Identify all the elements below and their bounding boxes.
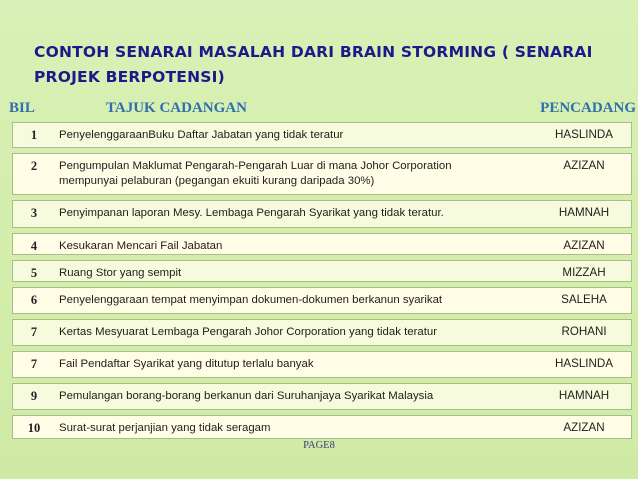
row-proposer: HASLINDA (555, 128, 613, 141)
row-proposer: MIZZAH (562, 266, 606, 279)
table-row (12, 383, 632, 410)
row-proposer: HAMNAH (558, 206, 610, 219)
table-row (12, 153, 632, 195)
row-description: Kesukaran Mencari Fail Jabatan (59, 240, 223, 252)
project-table (12, 122, 632, 444)
table-row (12, 351, 632, 378)
row-proposer: SALEHA (561, 293, 607, 306)
column-header-pencadang: PENCADANG (540, 100, 636, 116)
row-number: 4 (30, 239, 38, 253)
row-description: Pengumpulan Maklumat Pengarah-Pengarah Luar di mana Johor Corporation mempunyai pelaburan (pegangan ekuiti kurang daripada 30%) (59, 160, 452, 187)
slide-title: CONTOH SENARAI MASALAH DARI BRAIN STORMING ( SENARAI PROJEK BERPOTENSI) (34, 43, 593, 86)
table-row (12, 200, 632, 228)
table-row (12, 415, 632, 439)
row-proposer: AZIZAN (563, 159, 605, 172)
table-row (12, 122, 632, 148)
row-number: 10 (27, 421, 41, 435)
row-number: 7 (30, 357, 38, 371)
row-number: 7 (30, 325, 38, 339)
row-proposer: HASLINDA (555, 357, 613, 370)
column-header-bil: BIL (9, 100, 35, 116)
row-description: Pemulangan borang-borang berkanun dari Suruhanjaya Syarikat Malaysia (59, 390, 434, 402)
table-row (12, 287, 632, 314)
row-description: Penyelenggaraan tempat menyimpan dokumen-dokumen berkanun syarikat (59, 294, 443, 306)
row-description: Surat-surat perjanjian yang tidak seragam (59, 422, 271, 434)
row-number: 9 (30, 389, 38, 403)
row-proposer: AZIZAN (563, 239, 605, 252)
row-number: 5 (30, 266, 38, 280)
row-proposer: HAMNAH (558, 389, 610, 402)
row-description: Penyimpanan laporan Mesy. Lembaga Pengarah Syarikat yang tidak teratur. (59, 207, 444, 219)
row-number: 1 (30, 128, 38, 142)
row-description: Fail Pendaftar Syarikat yang ditutup terlalu banyak (59, 358, 314, 370)
row-number: 3 (30, 206, 38, 220)
row-description: Ruang Stor yang sempit (59, 267, 182, 279)
row-description: PenyelenggaraanBuku Daftar Jabatan yang tidak teratur (59, 129, 344, 141)
page-footer: PAGE8 (303, 440, 335, 451)
row-description: Kertas Mesyuarat Lembaga Pengarah Johor Corporation yang tidak teratur (59, 326, 438, 338)
column-header-tajuk: TAJUK CADANGAN (106, 100, 247, 116)
row-number: 6 (30, 293, 38, 307)
table-row (12, 233, 632, 255)
table-row (12, 319, 632, 346)
row-proposer: ROHANI (561, 325, 607, 338)
table-row (12, 260, 632, 282)
row-proposer: AZIZAN (563, 421, 605, 434)
row-number: 2 (30, 159, 38, 173)
